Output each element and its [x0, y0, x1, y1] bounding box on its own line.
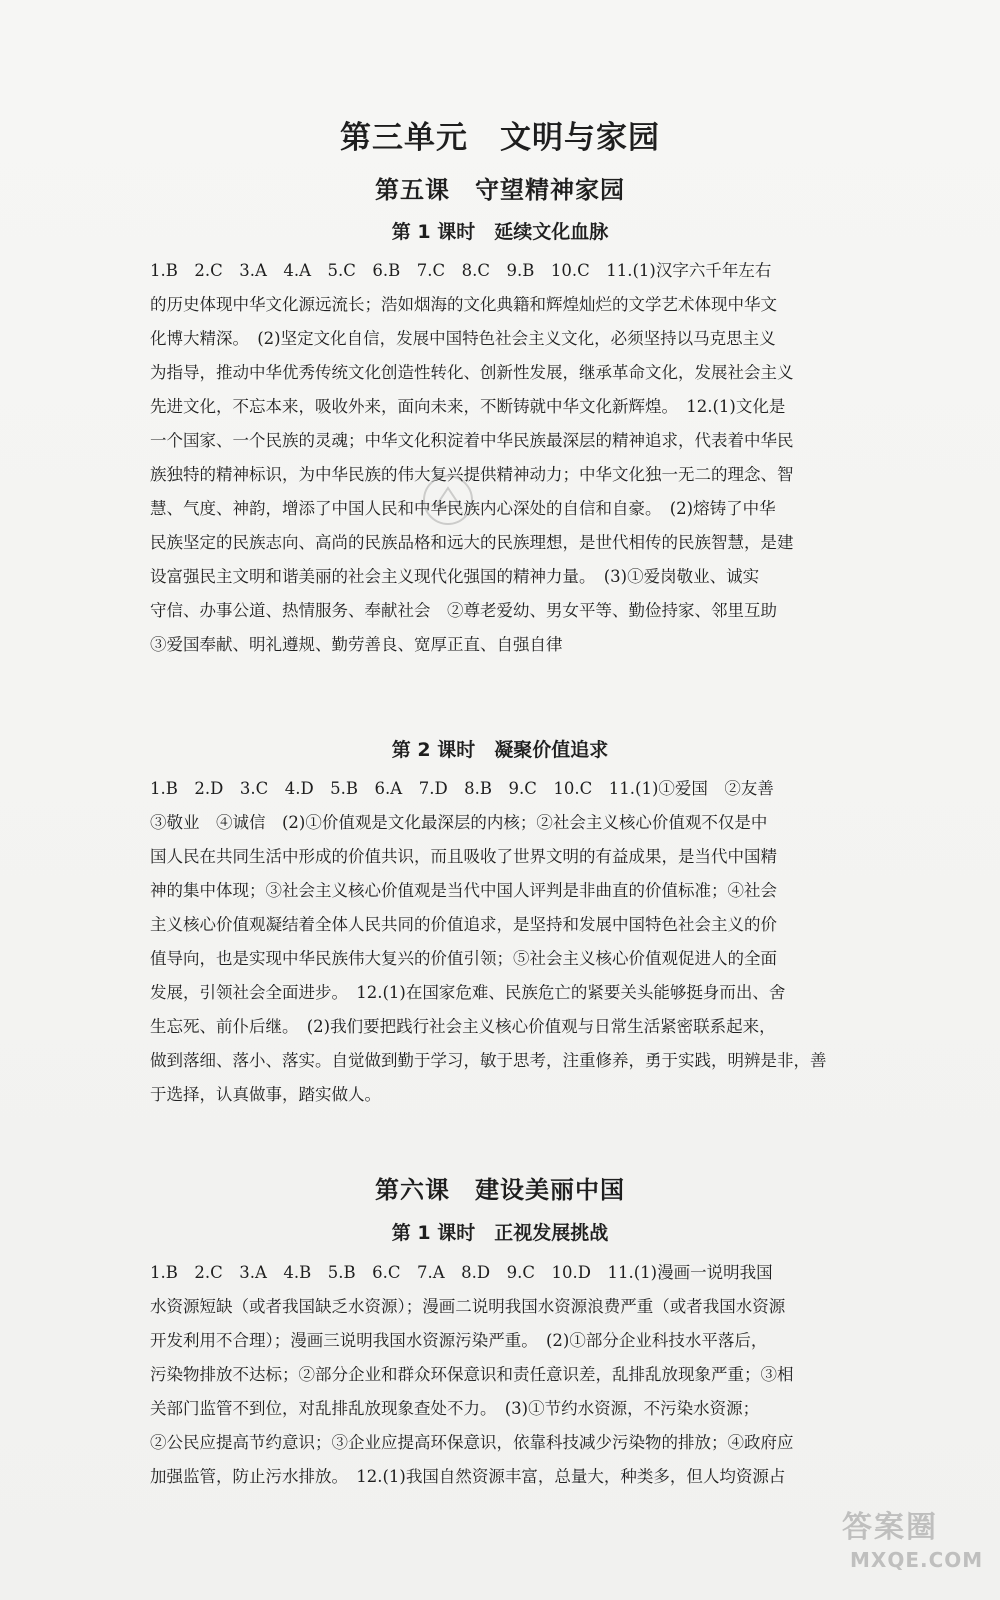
answer-line: 做到落细、落小、落实。自觉做到勤于学习，敏于思考，注重修养，勇于实践，明辨是非，善	[150, 1051, 827, 1070]
answer-line: 一个国家、一个民族的灵魂；中华文化积淀着中华民族最深层的精神追求，代表着中华民	[150, 431, 794, 450]
period-title: 第 2 课时 凝聚价值追求	[391, 739, 609, 761]
answer-line: 1.B 2.D 3.C 4.D 5.B 6.A 7.D 8.B 9.C 10.C 11.(1)①爱国 ②友善	[150, 779, 774, 798]
answer-line: 于选择，认真做事，踏实做人。	[150, 1085, 381, 1104]
stamp-mark	[418, 470, 478, 530]
watermark-logo	[842, 1502, 984, 1582]
answer-line: 为指导，推动中华优秀传统文化创造性转化、创新性发展，继承革命文化，发展社会主义	[150, 363, 794, 382]
answer-line: 国人民在共同生活中形成的价值共识，而且吸收了世界文明的有益成果，是当代中国精	[150, 847, 777, 866]
answer-line: 先进文化，不忘本来，吸收外来，面向未来，不断铸就中华文化新辉煌。 12.(1)文化是	[150, 397, 786, 416]
answer-line: 设富强民主文明和谐美丽的社会主义现代化强国的精神力量。 (3)①爱岗敬业、诚实	[150, 567, 760, 586]
lesson-title: 第六课 建设美丽中国	[375, 1176, 625, 1204]
answer-block	[150, 772, 870, 1112]
watermark-url: MXQE.COM	[850, 1548, 984, 1572]
answer-line: 的历史体现中华文化源远流长；浩如烟海的文化典籍和辉煌灿烂的文学艺术体现中华文	[150, 295, 777, 314]
answer-line: 守信、办事公道、热情服务、奉献社会 ②尊老爱幼、男女平等、勤俭持家、邻里互助	[150, 601, 777, 620]
unit-title: 第三单元 文明与家园	[340, 120, 660, 156]
answer-line: 污染物排放不达标；②部分企业和群众环保意识和责任意识差，乱排乱放现象严重；③相	[150, 1365, 794, 1384]
answer-line: 主义核心价值观凝结着全体人民共同的价值追求，是坚持和发展中国特色社会主义的价	[150, 915, 777, 934]
answer-line: 值导向，也是实现中华民族伟大复兴的价值引领；⑤社会主义核心价值观促进人的全面	[150, 949, 777, 968]
answer-line: 加强监管，防止污水排放。 12.(1)我国自然资源丰富，总量大，种类多，但人均资源占	[150, 1467, 786, 1486]
period-title: 第 1 课时 延续文化血脉	[391, 221, 609, 243]
lesson-title: 第五课 守望精神家园	[375, 176, 625, 204]
answer-line: 水资源短缺（或者我国缺乏水资源）；漫画二说明我国水资源浪费严重（或者我国水资源	[150, 1297, 786, 1316]
answer-line: 民族坚定的民族志向、高尚的民族品格和远大的民族理想，是世代相传的民族智慧，是建	[150, 533, 794, 552]
answer-line: 慧、气度、神韵，增添了中国人民和中华民族内心深处的自信和自豪。 (2)熔铸了中华	[150, 499, 776, 518]
answer-line: 开发利用不合理）；漫画三说明我国水资源污染严重。 (2)①部分企业科技水平落后，	[150, 1331, 768, 1350]
period-title: 第 1 课时 正视发展挑战	[391, 1222, 609, 1244]
answer-line: ③敬业 ④诚信 (2)①价值观是文化最深层的内核；②社会主义核心价值观不仅是中	[150, 813, 768, 832]
answer-block	[150, 254, 870, 662]
answer-line: ②公民应提高节约意识；③企业应提高环保意识，依靠科技减少污染物的排放；④政府应	[150, 1433, 794, 1452]
answer-line: 化博大精深。 (2)坚定文化自信，发展中国特色社会主义文化，必须坚持以马克思主义	[150, 329, 776, 348]
answer-line: 生忘死、前仆后继。 (2)我们要把践行社会主义核心价值观与日常生活紧密联系起来，	[150, 1017, 776, 1036]
watermark-text: 答案圈	[842, 1510, 938, 1545]
answer-line: 1.B 2.C 3.A 4.A 5.C 6.B 7.C 8.C 9.B 10.C 11.(1)汉字六千年左右	[150, 261, 772, 280]
answer-block	[150, 1256, 870, 1494]
answer-line: 关部门监管不到位，对乱排乱放现象查处不力。 (3)①节约水资源，不污染水资源；	[150, 1399, 760, 1418]
answer-line: 族独特的精神标识，为中华民族的伟大复兴提供精神动力；中华文化独一无二的理念、智	[150, 465, 794, 484]
answer-line: 神的集中体现；③社会主义核心价值观是当代中国人评判是非曲直的价值标准；④社会	[150, 881, 777, 900]
answer-line: 发展，引领社会全面进步。 12.(1)在国家危难、民族危亡的紧要关头能够挺身而出、舍	[150, 983, 786, 1002]
answer-line: ③爱国奉献、明礼遵规、勤劳善良、宽厚正直、自强自律	[150, 635, 563, 654]
answer-line: 1.B 2.C 3.A 4.B 5.B 6.C 7.A 8.D 9.C 10.D 11.(1)漫画一说明我国	[150, 1263, 773, 1282]
